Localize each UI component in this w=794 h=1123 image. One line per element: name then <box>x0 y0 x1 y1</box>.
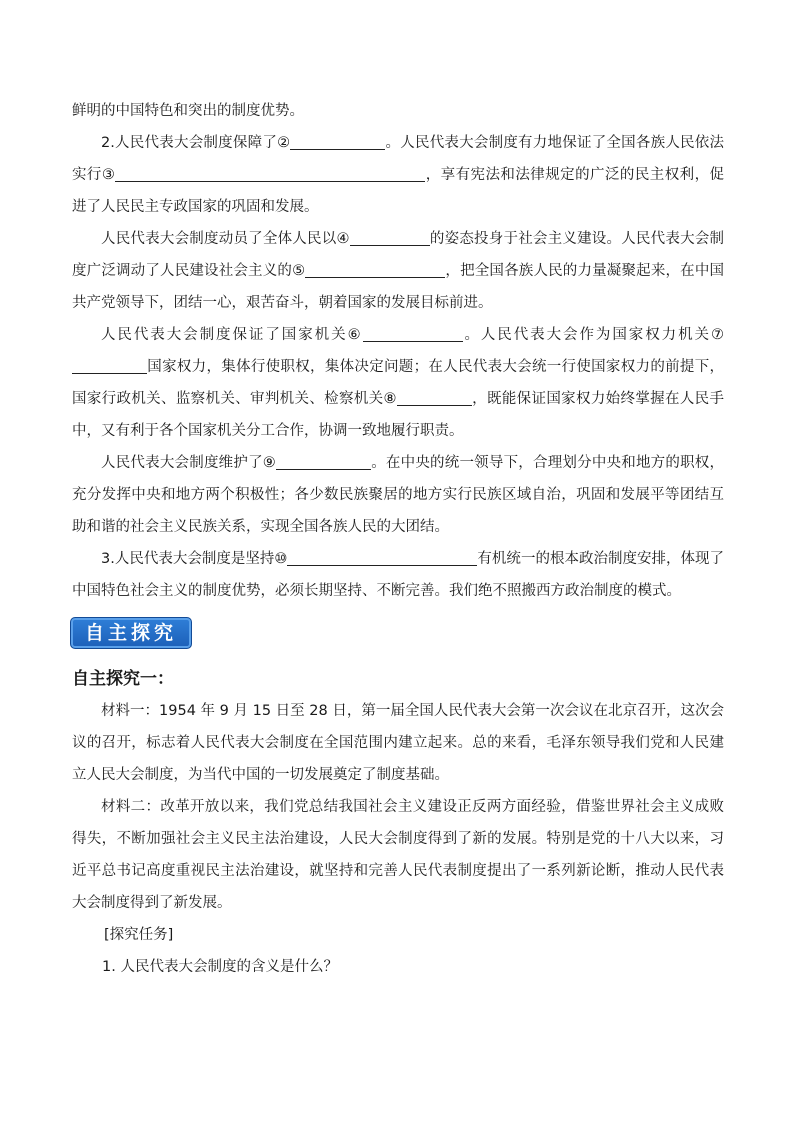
text-segment: 国家权力，集体行使职权，集体决定问题；在人民代表大会统一行使国家权力的前提下，国家行政机关、监察机关、审判机关、检察机关 <box>72 359 724 407</box>
paragraph-state-organs <box>72 319 724 447</box>
blank-number-8: ⑧ <box>383 391 397 407</box>
fill-blank-7[interactable] <box>72 355 147 374</box>
blank-number-4: ④ <box>336 231 350 247</box>
paragraph-point-3 <box>72 543 724 607</box>
blank-number-5: ⑤ <box>292 263 306 279</box>
text-segment: 2.人民代表大会制度保障了 <box>101 135 278 151</box>
text-segment: 。人民代表大会作为国家权力机关 <box>462 327 711 343</box>
text-segment: 有机统一的根本政治制度安排，体现了中国特色社会主义的制度优势，必须长期坚持、不断完善。我们绝不照搬西方政治制度的模式。 <box>72 551 725 599</box>
text-segment: 的姿态投身于社会主义建设。人民代表大会制度广泛调动了人民建设社会主义的 <box>72 231 725 279</box>
blank-number-2: ② <box>277 135 291 151</box>
paragraph-mobilize <box>72 223 724 319</box>
fill-blank-4[interactable] <box>350 227 430 246</box>
material-1: 材料一：1954 年 9 月 15 日至 28 日，第一届全国人民代表大会第一次会议在北京召开，这次会议的召开，标志着人民代表大会制度在全国范围内建立起来。总的来看，毛泽东领导我们党和人民建立人民大会制度，为当代中国的一切发展奠定了制度基础。 <box>72 703 724 783</box>
text-segment: 。在中央的统一领导下，合理划分中央和地方的职权，充分发挥中央和地方两个积极性；各少数民族聚居的地方实行民族区域自治，巩固和发展平等团结互助和谐的社会主义民族关系，实现全国各族人民的大团结。 <box>72 455 725 535</box>
text-segment: 人民代表大会制度保证了国家机关 <box>101 327 348 343</box>
text-segment: 3.人民代表大会制度是坚持 <box>101 551 275 567</box>
fill-blank-6[interactable] <box>363 323 463 342</box>
text-segment: ，把全国各族人民的力量凝聚起来，在中国共产党领导下，团结一心，艰苦奋斗，朝着国家的发展目标前进。 <box>72 263 725 311</box>
text-segment: ，享有宪法和法律规定的广泛的民主权利，促进了人民民主专政国家的巩固和发展。 <box>72 167 725 215</box>
paragraph-unity <box>72 447 724 543</box>
task-label: [探究任务] <box>104 927 174 943</box>
text-segment: 人民代表大会制度维护了 <box>101 455 263 471</box>
material-2: 材料二：改革开放以来，我们党总结我国社会主义建设正反两方面经验，借鉴世界社会主义成败得失，不断加强社会主义民主法治建设，人民大会制度得到了新的发展。特别是党的十八大以来，习近平总书记高度重视民主法治建设，就坚持和完善人民代表制度提出了一系列新论断，推动人民代表大会制度得到了新发展。 <box>72 799 724 911</box>
fill-blank-9[interactable] <box>276 451 371 470</box>
text-segment: 人民代表大会制度动员了全体人民以 <box>101 231 337 247</box>
text-segment: ，既能保证国家权力始终掌握在人民手中，又有利于各个国家机关分工合作，协调一致地履行职责。 <box>72 391 725 439</box>
paragraph-intro-end: 鲜明的中国特色和突出的制度优势。 <box>72 103 304 119</box>
subsection-heading: 自主探究一： <box>72 669 174 689</box>
blank-number-3: ③ <box>101 167 116 183</box>
fill-blank-3[interactable] <box>115 163 425 182</box>
paragraph-point-2 <box>72 127 724 223</box>
question-1: 1. 人民代表大会制度的含义是什么？ <box>102 959 338 975</box>
blank-number-6: ⑥ <box>347 327 363 343</box>
section-banner: 自主探究 <box>70 617 192 649</box>
blank-number-10: ⑩ <box>274 551 288 567</box>
blank-number-7: ⑦ <box>711 327 724 343</box>
text-segment: 。人民代表大会制度有力地保证了全国各族人民依法实行 <box>72 135 725 183</box>
fill-blank-10[interactable] <box>287 547 477 566</box>
fill-blank-8[interactable] <box>397 387 472 406</box>
fill-blank-5[interactable] <box>305 259 445 278</box>
blank-number-9: ⑨ <box>262 455 277 471</box>
fill-blank-2[interactable] <box>290 131 385 150</box>
